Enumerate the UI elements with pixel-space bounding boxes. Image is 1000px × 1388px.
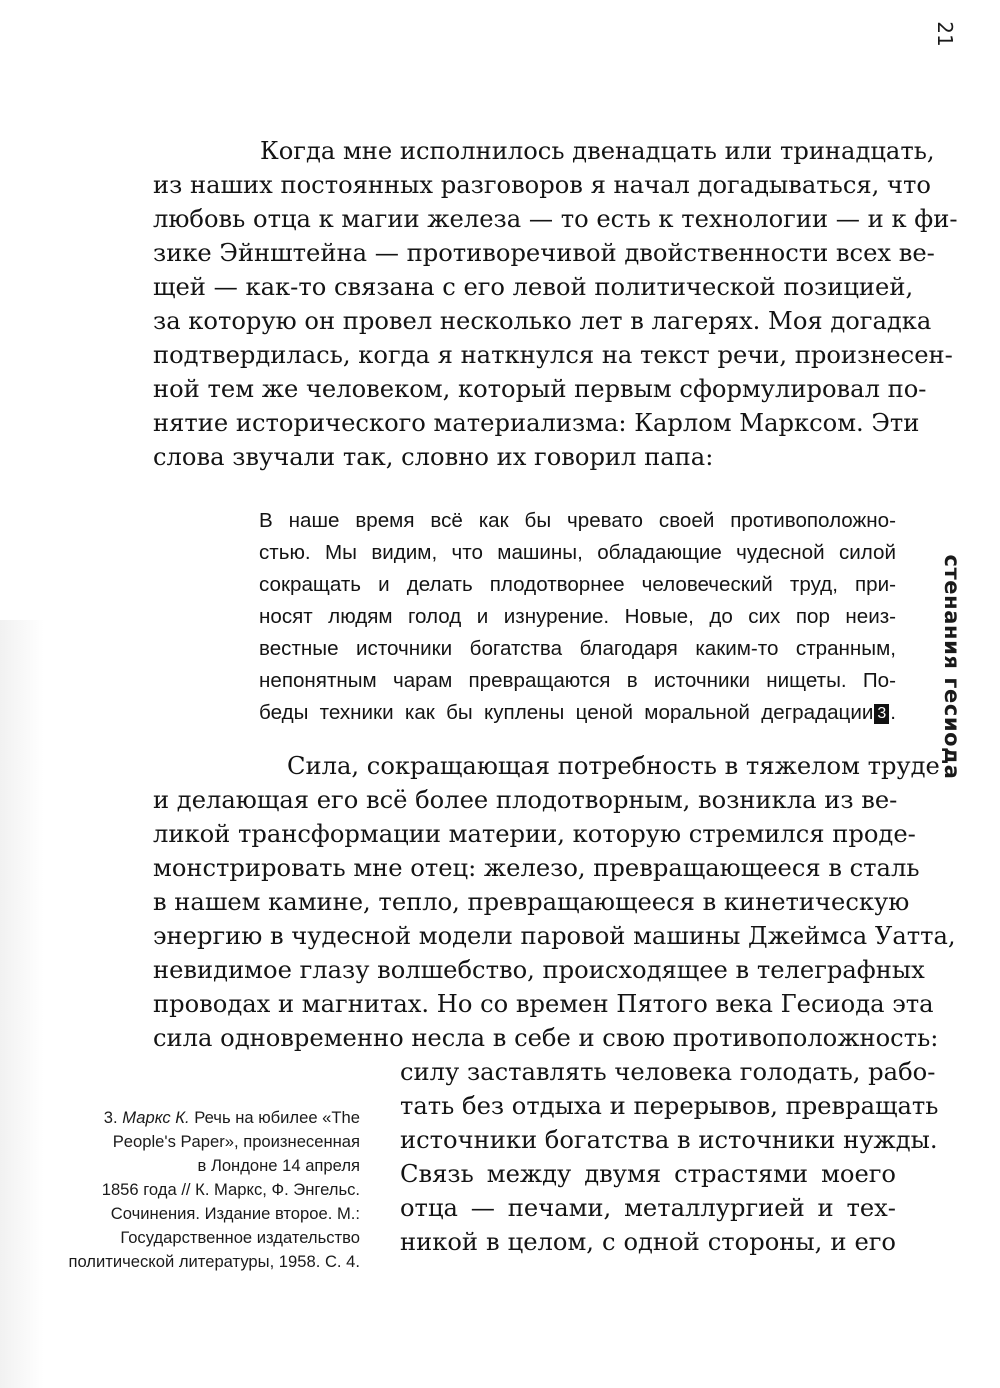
footnote-number: 3.: [103, 1108, 118, 1127]
paragraph-2-line: проводах и магнитах. Но со времен Пятого века Гесиода эта: [153, 990, 934, 1018]
paragraph-1-line: слова звучали так, словно их говорил папа:: [153, 443, 714, 471]
paragraph-2-line: никой в целом, с одной стороны, и его: [400, 1228, 896, 1256]
paragraph-2-line: ликой трансформации материи, которую стремился проде-: [153, 820, 916, 848]
paragraph-1-line: нятие исторического материализма: Карлом Марксом. Эти: [153, 409, 920, 437]
paragraph-1-line: подтвердилась, когда я наткнулся на текст речи, произнесен-: [153, 341, 953, 369]
footnote-line: People's Paper», произнесенная: [112, 1132, 360, 1151]
paragraph-1-line: щей — как-то связана с его левой политической позицией,: [153, 273, 914, 301]
quote-line: сокращать и делать плодотворнее человеческий труд, при-: [259, 573, 896, 596]
footnote-line: в Лондоне 14 апреля: [197, 1156, 360, 1175]
paragraph-2-line: тать без отдыха и перерывов, превращать: [400, 1092, 939, 1120]
paragraph-1-line: ной тем же человеком, который первым сформулировал по-: [153, 375, 927, 403]
scan-edge-shadow: [0, 620, 44, 1388]
footnote-line-1-rest: Речь на юбилее «The: [194, 1108, 360, 1127]
paragraph-1-line: за которую он провел несколько лет в лагерях. Моя догадка: [153, 307, 932, 335]
running-head: стенания гесиода: [940, 554, 964, 780]
footnote-line: политической литературы, 1958. С. 4.: [68, 1252, 360, 1271]
footnote-line: 1856 года // К. Маркс, Ф. Энгельс.: [101, 1180, 360, 1199]
quote-line: В наше время всё как бы чревато своей противоположно-: [259, 509, 896, 532]
footnote-reference-marker[interactable]: 3: [874, 704, 889, 724]
paragraph-1-line: из наших постоянных разговоров я начал догадываться, что: [153, 171, 931, 199]
paragraph-2-line: силу заставлять человека голодать, рабо-: [400, 1058, 936, 1086]
paragraph-2-line: невидимое глазу волшебство, происходящее в телеграфных: [153, 956, 925, 984]
paragraph-1-line: Когда мне исполнилось двенадцать или тринадцать,: [260, 137, 935, 165]
quote-line: стью. Мы видим, что машины, обладающие чудесной силой: [259, 541, 896, 564]
paragraph-2-line: энергию в чудесной модели паровой машины Джеймса Уатта,: [153, 922, 956, 950]
footnote-line: Сочинения. Издание второе. М.:: [110, 1204, 360, 1223]
footnote-line: Государственное издательство: [120, 1228, 360, 1247]
paragraph-2-line: в нашем камине, тепло, превращающееся в кинетическую: [153, 888, 910, 916]
footnote-line: [104, 1107, 360, 1129]
paragraph-1-line: любовь отца к магии железа — то есть к технологии — и к фи-: [153, 205, 958, 233]
paragraph-2-line: Сила, сокращающая потребность в тяжелом труде: [287, 752, 940, 780]
quote-line: носят людям голод и изнурение. Новые, до сих пор неиз-: [259, 605, 896, 628]
quote-last-line-text: беды техники как бы куплены ценой моральной деградации: [259, 701, 874, 724]
footnote-author: Маркс К.: [122, 1108, 190, 1127]
quote-last-line: [259, 697, 896, 729]
paragraph-2-line: отца — печами, металлургией и тех-: [400, 1194, 896, 1222]
quote-last-line-end: .: [890, 701, 896, 724]
paragraph-1-line: зике Эйнштейна — противоречивой двойственности всех ве-: [153, 239, 935, 267]
paragraph-2-line: Связь между двумя страстями моего: [400, 1160, 896, 1188]
paragraph-2-line: сила одновременно несла в себе и свою противоположность:: [153, 1024, 939, 1052]
quote-line: вестные источники богатства благодаря каким-то странным,: [259, 637, 896, 660]
paragraph-2-line: монстрировать мне отец: железо, превращающееся в сталь: [153, 854, 920, 882]
paragraph-2-line: и делающая его всё более плодотворным, возникла из ве-: [153, 786, 898, 814]
paragraph-2-line: источники богатства в источники нужды.: [400, 1126, 938, 1154]
page-number: 21: [933, 21, 957, 47]
quote-line: непонятным чарам превращаются в источники нищеты. По-: [259, 669, 896, 692]
